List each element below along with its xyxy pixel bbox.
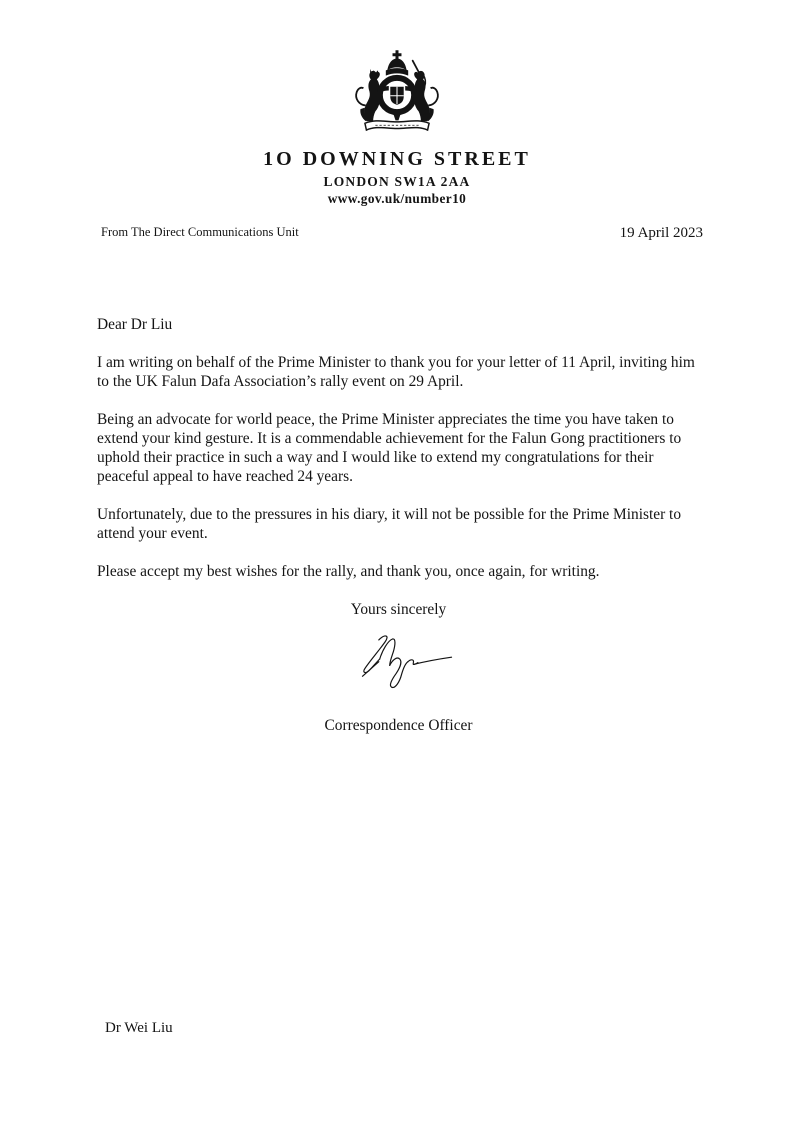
letterhead-title: 1O DOWNING STREET <box>263 148 531 170</box>
royal-coat-of-arms-icon <box>341 48 453 139</box>
paragraph-3: Unfortunately, due to the pressures in his diary, it will not be possible for the Prime Minister to attend your event. <box>97 506 682 542</box>
meta-row <box>101 225 703 242</box>
letterhead-address: LONDON SW1A 2AA <box>323 174 471 189</box>
letterhead <box>0 48 794 207</box>
letterhead-website: www.gov.uk/number10 <box>327 191 467 206</box>
letter-body <box>97 315 700 735</box>
signature-block <box>97 627 700 691</box>
paragraph-1: I am writing on behalf of the Prime Minister to thank you for your letter of 11 April, inviting him to the UK Falun Dafa Association’s rally event on 29 April. <box>97 354 695 390</box>
from-line: From The Direct Communications Unit <box>101 225 299 239</box>
closing-valediction: Yours sincerely <box>350 601 447 618</box>
salutation: Dear Dr Liu <box>97 316 173 333</box>
recipient-name: Dr Wei Liu <box>105 1020 173 1036</box>
signoff-role: Correspondence Officer <box>324 717 473 734</box>
paragraph-2: Being an advocate for world peace, the Prime Minister appreciates the time you have taken to extend your kind gesture. It is a commendable achievement for the Falun Gong practitioners to uphold their practice in such a way and I would like to extend my congratulations for their peaceful appeal to have reached 24 years. <box>97 411 682 485</box>
handwritten-signature-icon <box>357 627 457 691</box>
letter-date: 19 April 2023 <box>619 225 703 241</box>
paragraph-4: Please accept my best wishes for the rally, and thank you, once again, for writing. <box>97 563 600 580</box>
